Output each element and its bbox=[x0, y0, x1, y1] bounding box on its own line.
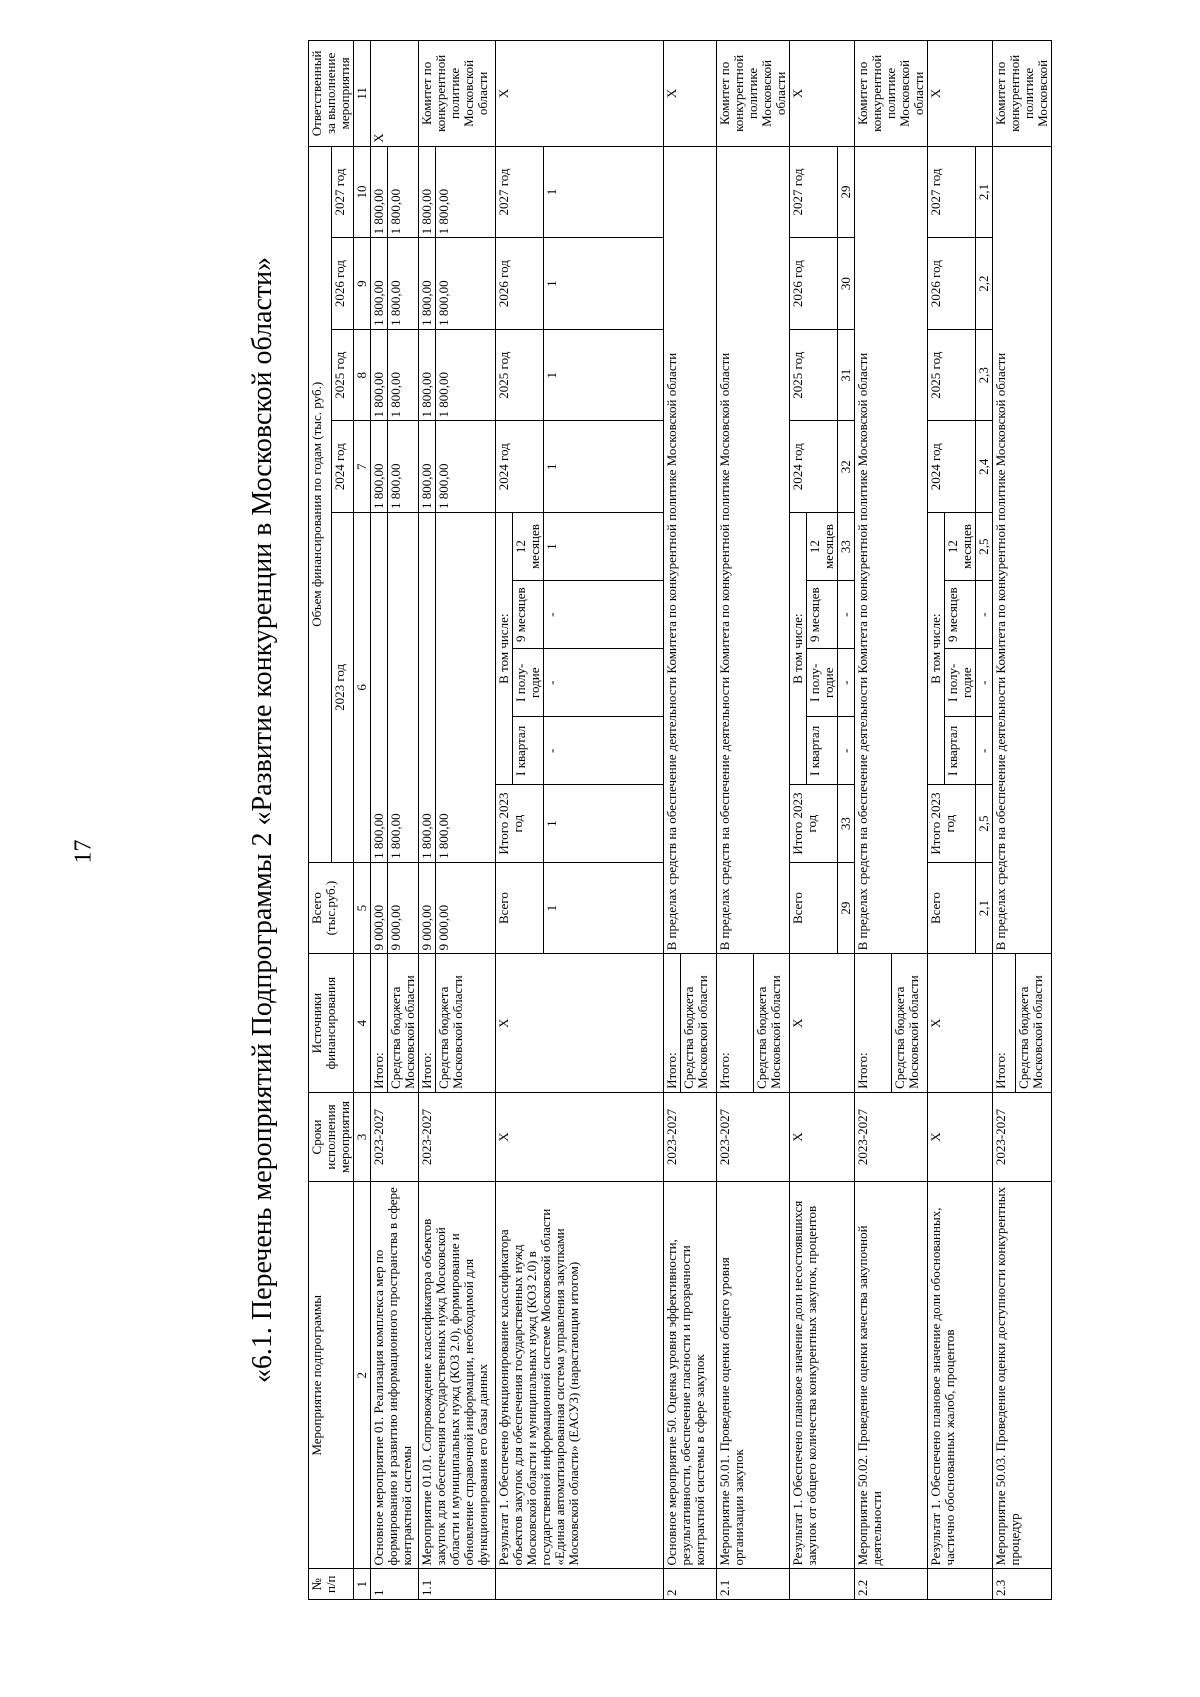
header-2026: 2026 год bbox=[331, 238, 354, 330]
sub-h1-label: I полу-годие bbox=[513, 649, 544, 717]
row-2023: 1 800,00 bbox=[436, 513, 496, 863]
header-sources: Источники финансирования bbox=[309, 954, 354, 1093]
row-num: 2 bbox=[664, 1569, 717, 1600]
row-2025: 1 800,00 bbox=[419, 329, 436, 421]
res-2026: 1 bbox=[544, 238, 664, 330]
header-2024: 2024 год bbox=[331, 421, 354, 513]
sub-incl-label: В том числе: bbox=[496, 513, 513, 785]
row-measure: Результат 1. Обеспечено плановое значение доли несостоявшихся закупок от общего количества конкурентных закупок, процентов bbox=[790, 1182, 855, 1569]
sub-incl-label: В том числе: bbox=[928, 513, 945, 785]
row-total: 9 000,00 bbox=[419, 862, 436, 954]
sub-2025-label: 2025 год bbox=[928, 329, 976, 421]
row-source: Итого: bbox=[419, 954, 436, 1093]
row-span-text: В пределах средств на обеспечение деятельности Комитета по конкурентной политике Московской области bbox=[664, 146, 717, 954]
res-2027: 29 bbox=[838, 146, 855, 238]
sub-m9-label: 9 месяцев bbox=[807, 581, 838, 649]
row-num: 1.1 bbox=[419, 1569, 496, 1600]
sub-2026-label: 2026 год bbox=[790, 238, 838, 330]
result-row bbox=[496, 41, 513, 1600]
row-2027: 1 800,00 bbox=[388, 146, 419, 238]
row-measure: Основное мероприятие 01. Реализация комплекса мер по формированию и развитию информационного пространства в сфере контрактной системы bbox=[371, 1182, 419, 1569]
header-responsible: Ответственный за выполнение мероприятия bbox=[309, 41, 354, 147]
row-measure: Мероприятие 50.02. Проведение оценки качества закупочной деятельности bbox=[855, 1182, 928, 1569]
row-2024: 1 800,00 bbox=[371, 421, 388, 513]
sub-2024-label: 2024 год bbox=[928, 421, 976, 513]
sub-m9-label: 9 месяцев bbox=[945, 581, 976, 649]
row-num: 1 bbox=[371, 1569, 419, 1600]
row-num bbox=[496, 1569, 664, 1600]
res-2027: 1 bbox=[544, 146, 664, 238]
sub-q1-label: I квартал bbox=[807, 717, 838, 785]
colnum: 10 bbox=[354, 146, 371, 238]
res-2025: 2,3 bbox=[976, 329, 993, 421]
row-source: Средства бюджета Московской области bbox=[388, 954, 419, 1093]
header-row-1 bbox=[309, 41, 332, 1600]
row-measure: Результат 1. Обеспечено функционирование классификатора объектов закупок для обеспечения государственных нужд Московской области и муниципальных нужд (КОЗ 2.0) в государственной информационной системе Московской области «Единая автоматизированная система управления закупками Московской области» (ЕАСУЗ) (нарастающим итогом) bbox=[496, 1182, 664, 1569]
header-2027: 2027 год bbox=[331, 146, 354, 238]
row-source: Итого: bbox=[371, 954, 388, 1093]
colnum: 4 bbox=[354, 954, 371, 1093]
row-measure: Мероприятие 50.03. Проведение оценки доступности конкурентных процедур bbox=[993, 1182, 1052, 1569]
row-2026: 1 800,00 bbox=[388, 238, 419, 330]
row-2026: 1 800,00 bbox=[371, 238, 388, 330]
table-row bbox=[371, 41, 388, 1600]
res-m12: 1 bbox=[544, 513, 664, 581]
row-span-text: В пределах средств на обеспечение деятельности Комитета по конкурентной политике Московской области bbox=[993, 146, 1052, 954]
res-2027: 2,1 bbox=[976, 146, 993, 238]
row-responsible: Комитет по конкурентной политике Московской области bbox=[419, 41, 496, 147]
row-source: Средства бюджета Московской области bbox=[892, 954, 928, 1093]
sub-total-label: Всего bbox=[928, 862, 976, 954]
row-terms: 2023-2027 bbox=[717, 1092, 790, 1181]
sub-2024-label: 2024 год bbox=[790, 421, 838, 513]
row-total: 9 000,00 bbox=[388, 862, 419, 954]
row-terms: X bbox=[496, 1092, 664, 1181]
res-itogo: 1 bbox=[544, 785, 664, 862]
row-responsible: Комитет по конкурентной политике Московской области bbox=[717, 41, 790, 147]
colnum: 6 bbox=[354, 513, 371, 863]
row-source: Средства бюджета Московской области bbox=[1016, 954, 1052, 1093]
res-m12: 2,5 bbox=[976, 513, 993, 581]
rotated-page-content bbox=[188, 40, 1200, 1600]
row-terms: 2023-2027 bbox=[664, 1092, 717, 1181]
res-2024: 1 bbox=[544, 421, 664, 513]
row-measure: Мероприятие 01.01. Сопровождение классификатора объектов закупок для обеспечения государственных нужд Московской области и муниципальных нужд (КОЗ 2.0), формирование и обновление справочной информации, необходимой для функционирования его базы данных bbox=[419, 1182, 496, 1569]
header-volume: Объем финансирования по годам (тыс. руб.) bbox=[309, 146, 332, 862]
colnum: 2 bbox=[354, 1182, 371, 1569]
row-num bbox=[790, 1569, 855, 1600]
res-total: 2,1 bbox=[976, 862, 993, 954]
row-measure: Основное мероприятие 50. Оценка уровня эффективности, результативности, обеспечение гласности и прозрачности контрактной системы в сфере закупок bbox=[664, 1182, 717, 1569]
row-terms: 2023-2027 bbox=[419, 1092, 496, 1181]
row-source: Средства бюджета Московской области bbox=[436, 954, 496, 1093]
sub-itogo-label: Итого 2023 год bbox=[790, 785, 838, 862]
res-2025: 1 bbox=[544, 329, 664, 421]
colnum: 9 bbox=[354, 238, 371, 330]
res-h1: - bbox=[976, 649, 993, 717]
res-q1: - bbox=[976, 717, 993, 785]
row-measure: Мероприятие 50.01. Проведение оценки общего уровня организации закупок bbox=[717, 1182, 790, 1569]
sub-q1-label: I квартал bbox=[945, 717, 976, 785]
row-total: 9 000,00 bbox=[371, 862, 388, 954]
row-num: 2.2 bbox=[855, 1569, 928, 1600]
row-source: Средства бюджета Московской области bbox=[681, 954, 717, 1093]
row-responsible: Комитет по конкурентной политике Московской области bbox=[855, 41, 928, 147]
sub-itogo-label: Итого 2023 год bbox=[496, 785, 544, 862]
table-row bbox=[419, 41, 436, 1600]
row-responsible: Комитет по конкурентной политике Московской bbox=[993, 41, 1052, 147]
res-m9: - bbox=[544, 581, 664, 649]
row-responsible: X bbox=[790, 41, 855, 147]
res-m9: - bbox=[838, 581, 855, 649]
row-terms: X bbox=[790, 1092, 855, 1181]
result-row bbox=[928, 41, 945, 1600]
colnum: 11 bbox=[354, 41, 371, 147]
row-source: Итого: bbox=[717, 954, 754, 1093]
row-2025: 1 800,00 bbox=[436, 329, 496, 421]
row-2024: 1 800,00 bbox=[436, 421, 496, 513]
res-2024: 32 bbox=[838, 421, 855, 513]
row-source: X bbox=[928, 954, 993, 1093]
sub-2027-label: 2027 год bbox=[496, 146, 544, 238]
colnum: 5 bbox=[354, 862, 371, 954]
row-source: Итого: bbox=[993, 954, 1016, 1093]
header-measure: Мероприятие подпрограммы bbox=[309, 1182, 354, 1569]
row-responsible: X bbox=[928, 41, 993, 147]
res-h1: - bbox=[544, 649, 664, 717]
table-row bbox=[993, 41, 1016, 1600]
row-2024: 1 800,00 bbox=[388, 421, 419, 513]
row-2027: 1 800,00 bbox=[419, 146, 436, 238]
sub-2025-label: 2025 год bbox=[790, 329, 838, 421]
row-source: Средства бюджета Московской области bbox=[754, 954, 790, 1093]
res-itogo: 2,5 bbox=[976, 785, 993, 862]
sub-m9-label: 9 месяцев bbox=[513, 581, 544, 649]
row-2023: 1 800,00 bbox=[388, 513, 419, 863]
row-num: 2.1 bbox=[717, 1569, 790, 1600]
column-numbers-row bbox=[354, 41, 371, 1600]
row-2026: 1 800,00 bbox=[419, 238, 436, 330]
res-2026: 30 bbox=[838, 238, 855, 330]
table-row bbox=[664, 41, 681, 1600]
table-row bbox=[855, 41, 892, 1600]
res-total: 1 bbox=[544, 862, 664, 954]
colnum: 1 bbox=[354, 1569, 371, 1600]
colnum: 3 bbox=[354, 1092, 371, 1181]
header-2025: 2025 год bbox=[331, 329, 354, 421]
row-terms: 2023-2027 bbox=[993, 1092, 1052, 1181]
sub-2026-label: 2026 год bbox=[928, 238, 976, 330]
res-total: 29 bbox=[838, 862, 855, 954]
row-2023: 1 800,00 bbox=[419, 513, 436, 863]
colnum: 8 bbox=[354, 329, 371, 421]
header-2023: 2023 год bbox=[331, 513, 354, 863]
sub-2025-label: 2025 год bbox=[496, 329, 544, 421]
sub-m12-label: 12 месяцев bbox=[945, 513, 976, 581]
sub-h1-label: I полу-годие bbox=[807, 649, 838, 717]
row-source: Итого: bbox=[855, 954, 892, 1093]
row-terms: X bbox=[928, 1092, 993, 1181]
res-itogo: 33 bbox=[838, 785, 855, 862]
measures-table bbox=[308, 40, 1052, 1600]
row-responsible: X bbox=[496, 41, 664, 147]
sub-2027-label: 2027 год bbox=[928, 146, 976, 238]
row-span-text: В пределах средств на обеспечение деятельности Комитета по конкурентной политике Московской области bbox=[717, 146, 790, 954]
row-source: X bbox=[496, 954, 664, 1093]
header-terms: Сроки исполнения мероприятия bbox=[309, 1092, 354, 1181]
res-q1: - bbox=[544, 717, 664, 785]
row-responsible: X bbox=[664, 41, 717, 147]
colnum: 7 bbox=[354, 421, 371, 513]
row-span-text: В пределах средств на обеспечение деятельности Комитета по конкурентной политике Московской области bbox=[855, 146, 928, 954]
res-2024: 2,4 bbox=[976, 421, 993, 513]
sub-total-label: Всего bbox=[790, 862, 838, 954]
row-source: X bbox=[790, 954, 855, 1093]
sub-total-label: Всего bbox=[496, 862, 544, 954]
sub-m12-label: 12 месяцев bbox=[513, 513, 544, 581]
row-responsible: X bbox=[371, 41, 419, 147]
row-2025: 1 800,00 bbox=[371, 329, 388, 421]
page-number: 17 bbox=[70, 839, 97, 864]
res-q1: - bbox=[838, 717, 855, 785]
sub-q1-label: I квартал bbox=[513, 717, 544, 785]
res-m9: - bbox=[976, 581, 993, 649]
result-row bbox=[790, 41, 807, 1600]
row-2025: 1 800,00 bbox=[388, 329, 419, 421]
res-h1: - bbox=[838, 649, 855, 717]
sub-2027-label: 2027 год bbox=[790, 146, 838, 238]
row-2023: 1 800,00 bbox=[371, 513, 388, 863]
sub-incl-label: В том числе: bbox=[790, 513, 807, 785]
row-total: 9 000,00 bbox=[436, 862, 496, 954]
row-num bbox=[928, 1569, 993, 1600]
row-terms: 2023-2027 bbox=[371, 1092, 419, 1181]
row-source: Итого: bbox=[664, 954, 681, 1093]
row-2026: 1 800,00 bbox=[436, 238, 496, 330]
row-measure: Результат 1. Обеспечено плановое значение доли обоснованных, частично обоснованных жалоб, процентов bbox=[928, 1182, 993, 1569]
row-2027: 1 800,00 bbox=[371, 146, 388, 238]
row-terms: 2023-2027 bbox=[855, 1092, 928, 1181]
sub-2026-label: 2026 год bbox=[496, 238, 544, 330]
res-2026: 2,2 bbox=[976, 238, 993, 330]
sub-h1-label: I полу-годие bbox=[945, 649, 976, 717]
row-num: 2.3 bbox=[993, 1569, 1052, 1600]
header-total: Всего (тыс.руб.) bbox=[309, 862, 354, 954]
sub-m12-label: 12 месяцев bbox=[807, 513, 838, 581]
sub-itogo-label: Итого 2023 год bbox=[928, 785, 976, 862]
sub-2024-label: 2024 год bbox=[496, 421, 544, 513]
row-2024: 1 800,00 bbox=[419, 421, 436, 513]
header-num: № п/п bbox=[309, 1569, 354, 1600]
res-m12: 33 bbox=[838, 513, 855, 581]
res-2025: 31 bbox=[838, 329, 855, 421]
table-row bbox=[717, 41, 754, 1600]
document-title: «6.1. Перечень мероприятий Подпрограммы 2 «Развитие конкуренции в Московской области» bbox=[247, 256, 278, 1384]
row-2027: 1 800,00 bbox=[436, 146, 496, 238]
